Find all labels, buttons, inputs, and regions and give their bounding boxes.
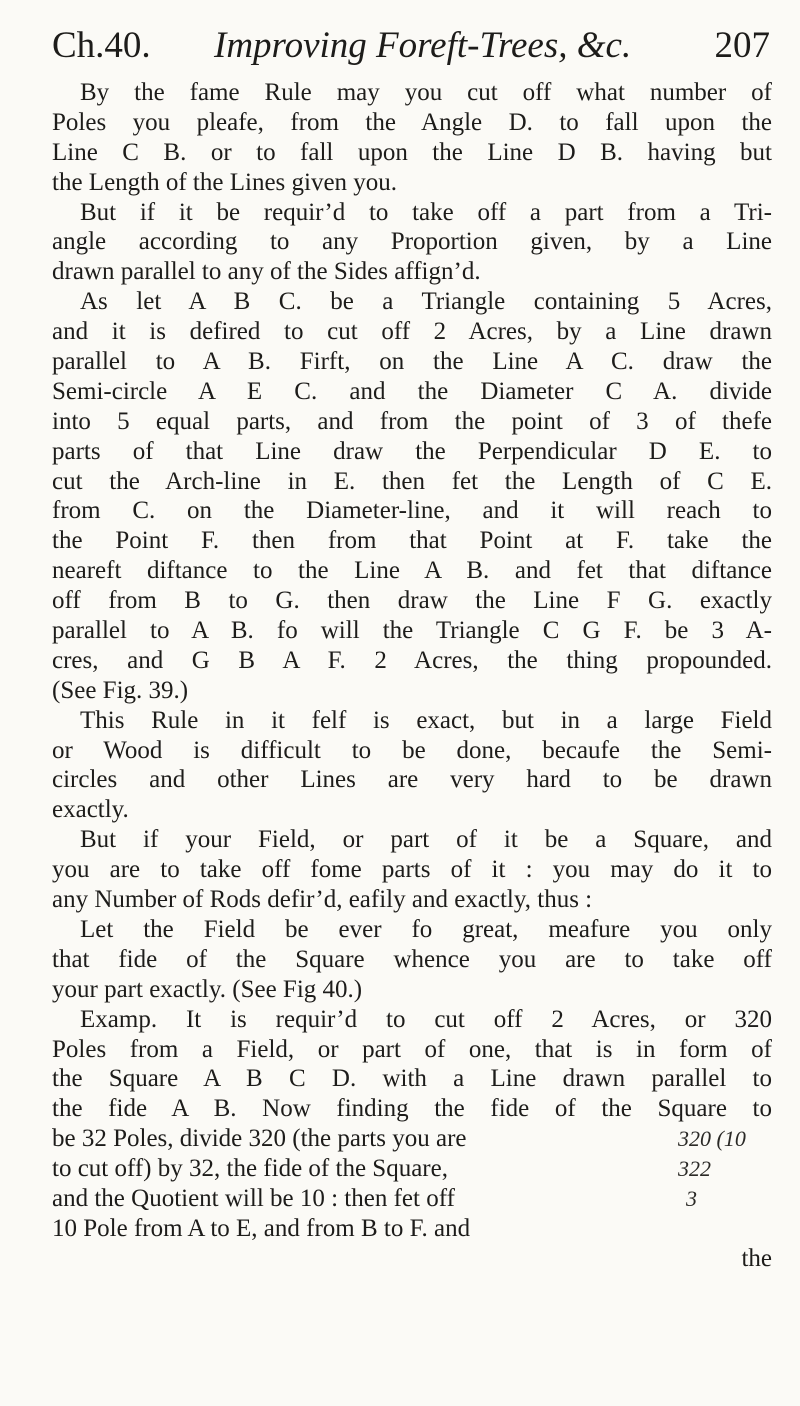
text-line: parallel to A B. fo will the Triangle C G F. be 3 A- <box>52 617 772 645</box>
page-number: 207 <box>714 25 770 66</box>
text-line: the fide A B. Now finding the fide of the Square to <box>52 1095 772 1123</box>
chapter-number: Ch.40. <box>52 25 151 66</box>
text-line: (See Fig. 39.) <box>52 676 189 704</box>
text-line: As let A B C. be a Triangle containing 5 Acres, <box>80 288 772 316</box>
text-line: and it is defired to cut off 2 Acres, by a Line drawn <box>52 318 772 346</box>
text-line: that fide of the Square whence you are to take off <box>52 945 772 973</box>
text-line: Examp. It is requir’d to cut off 2 Acres, or 320 <box>80 1005 772 1033</box>
text-line: cut the Arch-line in E. then fet the Length of C E. <box>52 467 772 495</box>
text-line: or Wood is difficult to be done, becaufe the Semi- <box>52 736 772 764</box>
page-content <box>52 14 772 1274</box>
text-line: the Length of the Lines given you. <box>52 168 398 196</box>
division-note: 322 <box>678 1156 711 1182</box>
text-line: parallel to A B. Firft, on the Line A C. draw the <box>52 348 772 376</box>
text-line: Line C B. or to fall upon the Line D B. having but <box>52 138 772 166</box>
text-line: any Number of Rods defir’d, eafily and exactly, thus : <box>52 886 593 914</box>
catchword-line <box>52 1244 772 1274</box>
division-note: 320 (10 <box>678 1126 746 1152</box>
text-line: This Rule in it felf is exact, but in a large Field <box>80 706 772 734</box>
text-line: By the fame Rule may you cut off what number of <box>80 79 772 106</box>
text-line: parts of that Line draw the Perpendicular D E. to <box>52 437 772 465</box>
text-line: Let the Field be ever fo great, meafure you only <box>80 915 772 943</box>
text-line: to cut off) by 32, the fide of the Square, 322 <box>52 1155 711 1183</box>
text-line: 10 Pole from A to E, and from B to F. and <box>52 1214 471 1242</box>
text-line: exactly. <box>52 796 129 824</box>
text-line: But if it be requir’d to take off a part from a Tri- <box>80 198 772 226</box>
text-line: cres, and G B A F. 2 Acres, the thing propounded. <box>52 646 772 674</box>
running-title: Improving Foreft-Trees, &c. <box>214 25 632 66</box>
text-line: you are to take off fome parts of it : you may do it to <box>52 856 772 884</box>
text-line: the Square A B C D. with a Line drawn parallel to <box>52 1065 772 1093</box>
text-line: angle according to any Proportion given, by a Line <box>52 228 772 256</box>
text-line: Poles you pleafe, from the Angle D. to fall upon the <box>52 108 772 136</box>
text-line: be 32 Poles, divide 320 (the parts you are 320 (10 <box>52 1125 746 1153</box>
text-line: the Point F. then from that Point at F. take the <box>52 527 772 555</box>
text-line: circles and other Lines are very hard to be drawn <box>52 766 772 794</box>
text-line: neareft diftance to the Line A B. and fet that diftance <box>52 557 772 585</box>
text-line: your part exactly. (See Fig 40.) <box>52 975 363 1003</box>
body-text <box>52 78 772 1244</box>
text-line: from C. on the Diameter-line, and it will reach to <box>52 497 772 525</box>
text-line: into 5 equal parts, and from the point of 3 of thefe <box>52 407 772 435</box>
division-note: 3 <box>686 1185 697 1211</box>
text-line: off from B to G. then draw the Line F G. exactly <box>52 587 772 615</box>
text-line: drawn parallel to any of the Sides affign’d. <box>52 258 481 286</box>
running-header <box>52 14 772 78</box>
text-line: Poles from a Field, or part of one, that is in form of <box>52 1035 772 1063</box>
catchword: the <box>741 1244 772 1272</box>
text-line: and the Quotient will be 10 : then fet off 3 <box>52 1184 697 1212</box>
text-line: But if your Field, or part of it be a Square, and <box>80 826 772 854</box>
text-line: Semi-circle A E C. and the Diameter C A. divide <box>52 377 772 405</box>
